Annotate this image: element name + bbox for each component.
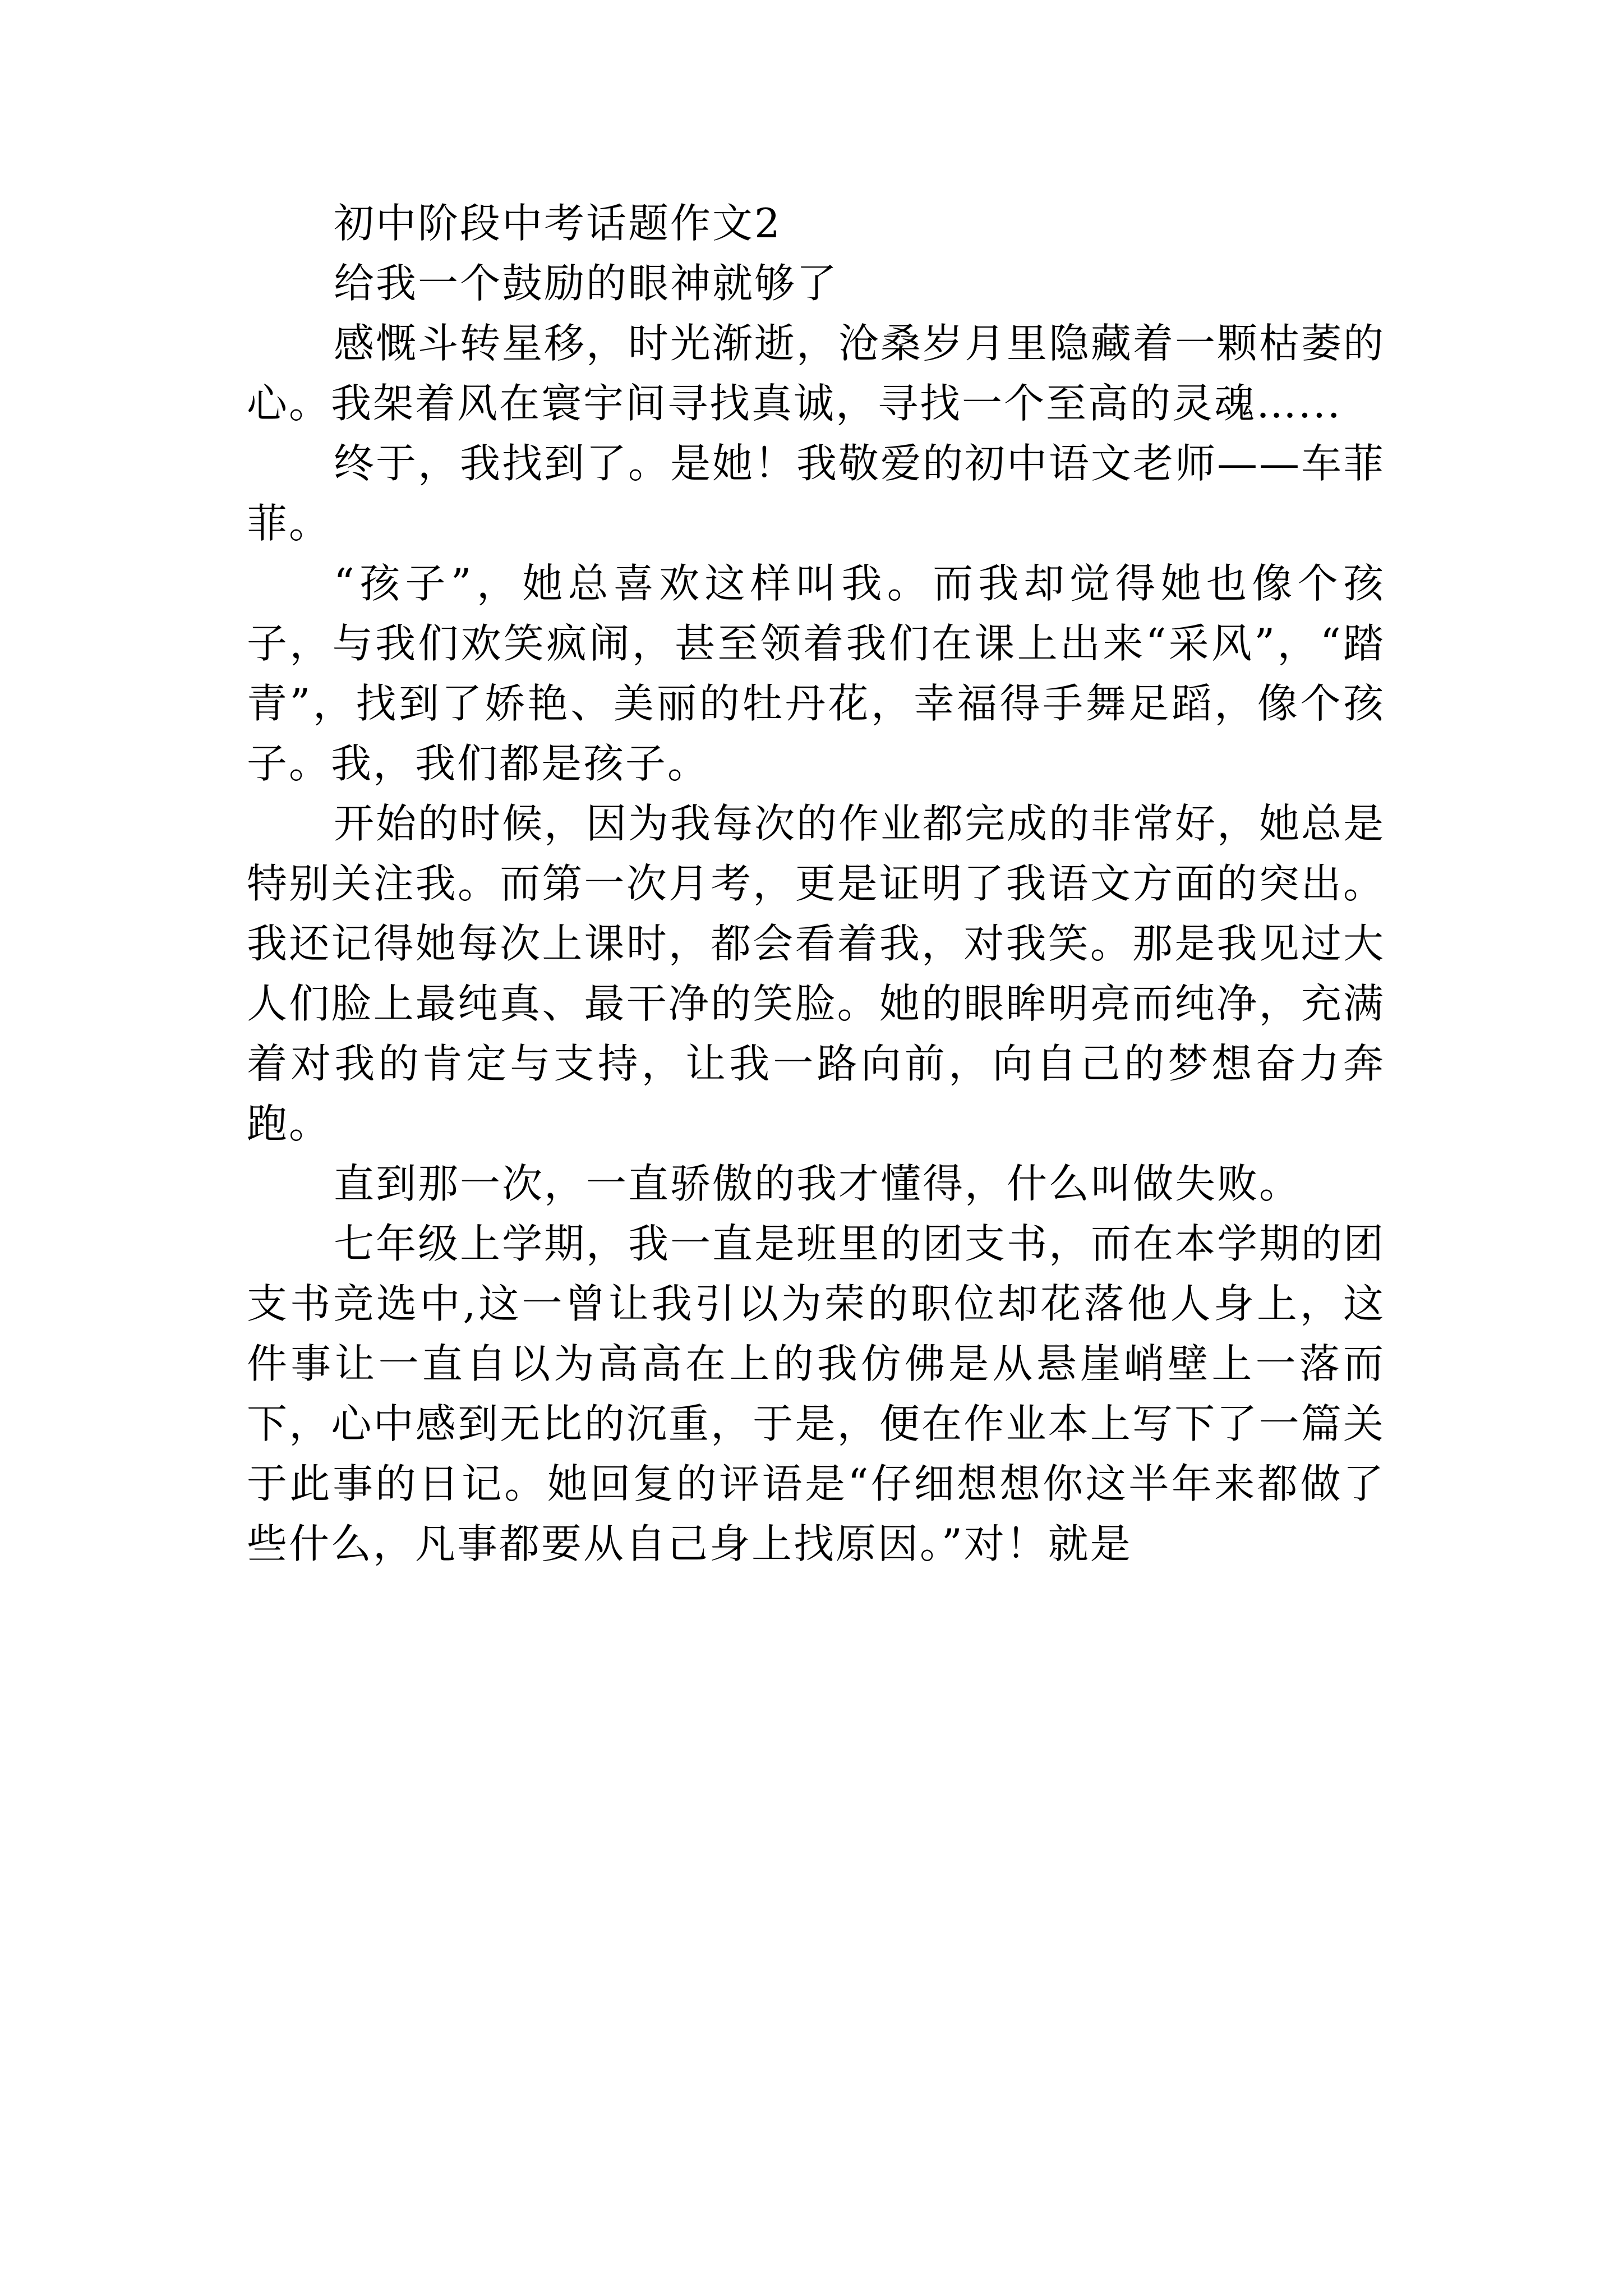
paragraph: 终于，我找到了。是她！我敬爱的初中语文老师——车菲菲。	[247, 440, 1386, 547]
essay-body	[247, 194, 1385, 1574]
paragraph: 直到那一次，一直骄傲的我才懂得，什么叫做失败。	[334, 1160, 1302, 1207]
essay-subtitle: 给我一个鼓励的眼神就够了	[334, 260, 839, 307]
paragraph: 开始的时候，因为我每次的作业都完成的非常好，她总是特别关注我。而第一次月考，更是证明了我语文方面的突出。我还记得她每次上课时，都会看着我，对我笑。那是我见过大人们脸上最纯真、最干净的笑脸。她的眼眸明亮而纯净，充满着对我的肯定与支持，让我一路向前，向自己的梦想奋力奔跑。	[247, 800, 1386, 1147]
paragraph: 七年级上学期，我一直是班里的团支书，而在本学期的团支书竞选中,这一曾让我引以为荣的职位却花落他人身上，这件事让一直自以为高高在上的我仿佛是从悬崖峭壁上一落而下，心中感到无比的沉重，于是，便在作业本上写下了一篇关于此事的日记。她回复的评语是“仔细想想你这半年来都做了些什么，凡事都要从自己身上找原因。”对！就是	[247, 1220, 1386, 1567]
essay-title: 初中阶段中考话题作文2	[334, 200, 782, 247]
paragraph: 感慨斗转星移，时光渐逝，沧桑岁月里隐藏着一颗枯萎的心。我架着风在寰宇间寻找真诚，寻找一个至高的灵魂…...	[247, 320, 1386, 427]
paragraph: “孩子”，她总喜欢这样叫我。而我却觉得她也像个孩子，与我们欢笑疯闹，甚至领着我们在课上出来“采风”，“踏青”，找到了娇艳、美丽的牡丹花，幸福得手舞足蹈，像个孩子。我，我们都是孩子。	[247, 560, 1385, 787]
